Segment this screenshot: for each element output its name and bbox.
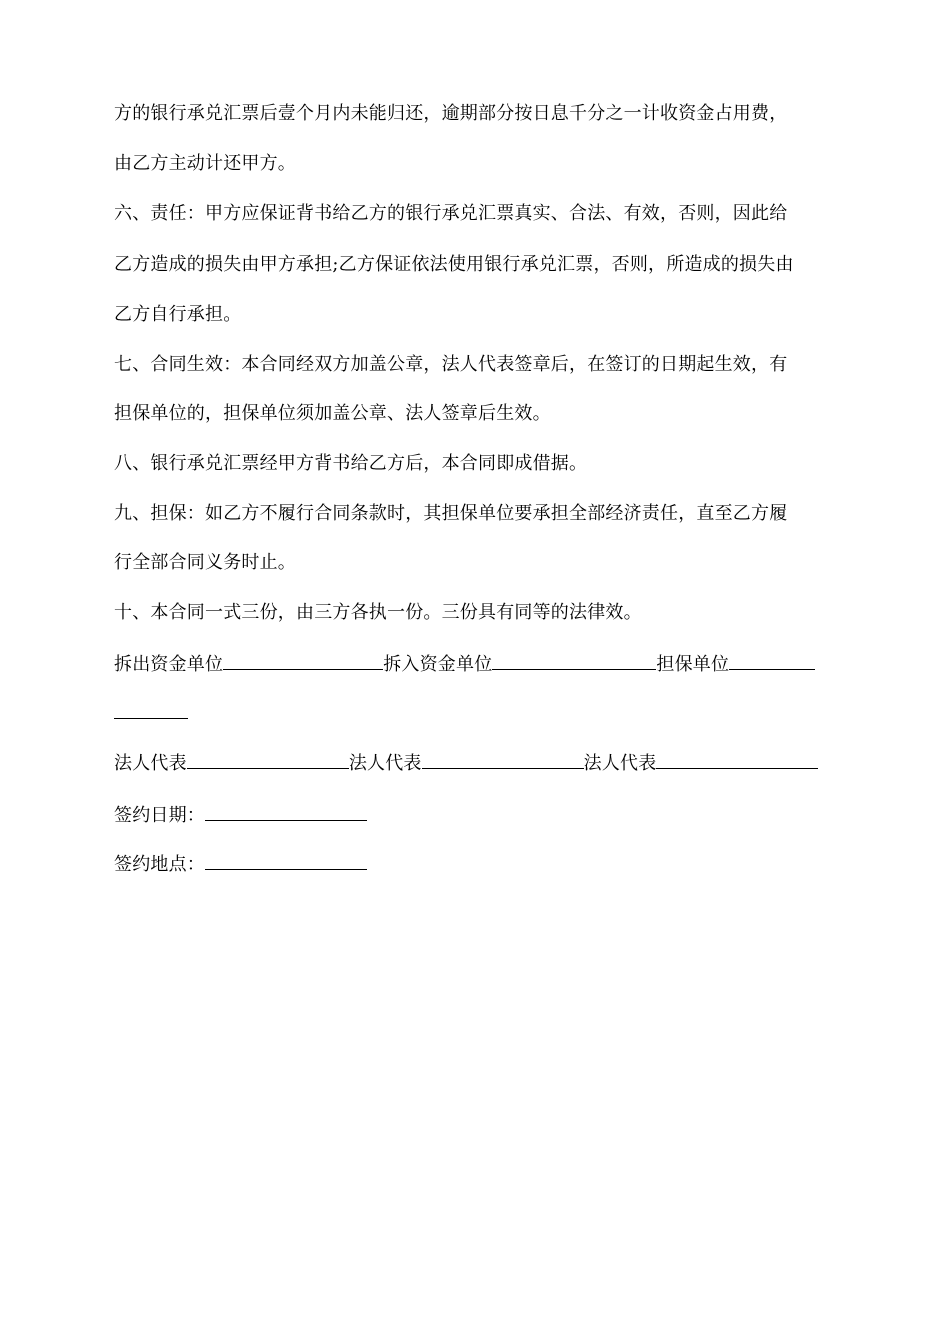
guarantor-blank-continued	[114, 700, 188, 726]
clause-six: 六、责任：甲方应保证背书给乙方的银行承兑汇票真实、合法、有效，否则，因此给	[114, 203, 788, 224]
paragraph-line: 乙方自行承担。	[114, 304, 242, 325]
clause-seven: 七、合同生效：本合同经双方加盖公章，法人代表签章后，在签订的日期起生效，有	[114, 354, 788, 375]
clause-eight: 八、银行承兑汇票经甲方背书给乙方后，本合同即成借据。	[114, 453, 588, 474]
legal-rep-signature-line	[114, 750, 818, 776]
parties-signature-line	[114, 651, 815, 677]
sign-place-label: 签约地点：	[114, 854, 205, 875]
lender-label: 拆出资金单位	[114, 654, 224, 675]
sign-date-blank[interactable]	[205, 802, 367, 821]
lender-blank[interactable]	[223, 651, 383, 670]
guarantor-blank[interactable]	[729, 651, 815, 670]
sign-date-label: 签约日期：	[114, 805, 205, 826]
guarantor-label: 担保单位	[656, 654, 730, 675]
sign-date-line	[114, 802, 367, 828]
paragraph-line: 行全部合同义务时止。	[114, 552, 296, 573]
legal-rep-blank-1[interactable]	[187, 750, 349, 769]
clause-nine: 九、担保：如乙方不履行合同条款时，其担保单位要承担全部经济责任，直至乙方履	[114, 503, 788, 524]
legal-rep-label-1: 法人代表	[114, 753, 187, 774]
clause-ten: 十、本合同一式三份，由三方各执一份。三份具有同等的法律效。	[114, 602, 642, 623]
legal-rep-label-2: 法人代表	[348, 753, 422, 774]
paragraph-line: 由乙方主动计还甲方。	[114, 153, 296, 174]
legal-rep-label-3: 法人代表	[583, 753, 657, 774]
legal-rep-blank-2[interactable]	[422, 750, 584, 769]
paragraph-line: 方的银行承兑汇票后壹个月内未能归还，逾期部分按日息千分之一计收资金占用费，	[114, 103, 788, 124]
legal-rep-blank-3[interactable]	[656, 750, 818, 769]
borrower-label: 拆入资金单位	[383, 654, 493, 675]
borrower-blank[interactable]	[492, 651, 656, 670]
sign-place-blank[interactable]	[205, 851, 367, 870]
paragraph-line: 担保单位的，担保单位须加盖公章、法人签章后生效。	[114, 403, 551, 424]
guarantor-blank-extension[interactable]	[114, 700, 188, 719]
sign-place-line	[114, 851, 367, 877]
paragraph-line: 乙方造成的损失由甲方承担;乙方保证依法使用银行承兑汇票，否则，所造成的损失由	[114, 254, 794, 275]
